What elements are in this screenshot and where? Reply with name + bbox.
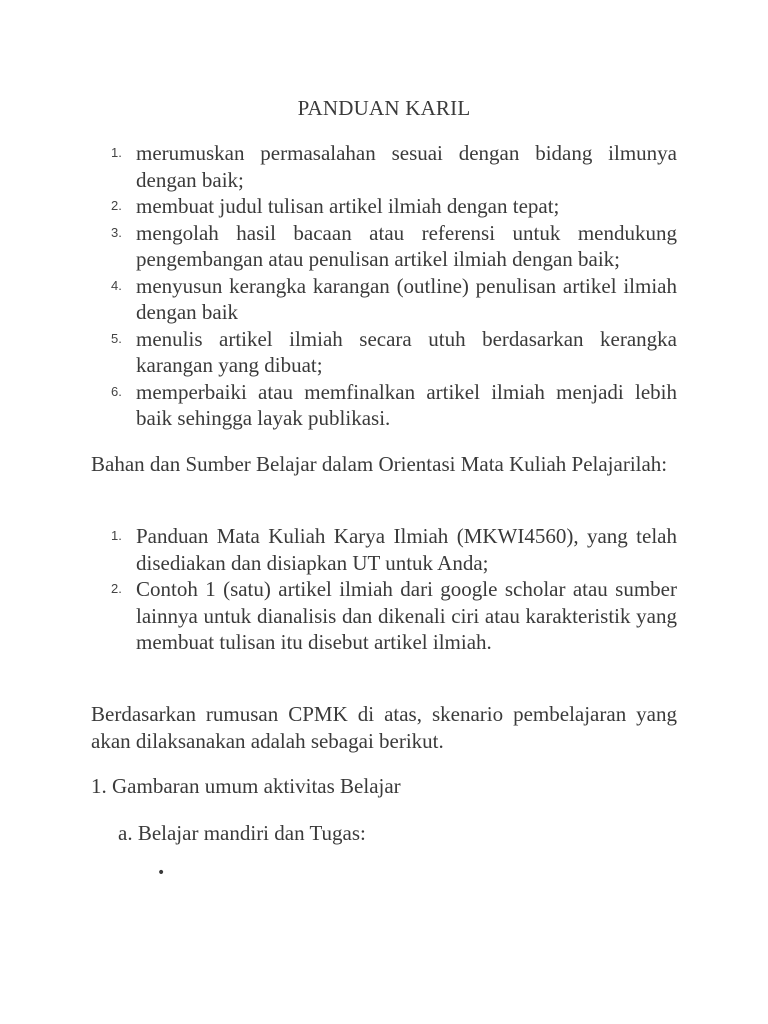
- list-item: [91, 523, 677, 576]
- subsection-heading: a. Belajar mandiri dan Tugas:: [118, 821, 366, 845]
- list-number: 4.: [111, 277, 122, 293]
- list-number: 5.: [111, 330, 122, 346]
- list-item: [91, 379, 677, 432]
- list-number: 2.: [111, 581, 122, 596]
- list-number: 2.: [111, 198, 122, 213]
- list-item: [91, 193, 677, 220]
- list-number: 6.: [111, 383, 122, 399]
- list-item: [91, 326, 677, 379]
- empty-bullet-item: •: [157, 865, 166, 881]
- list-item-text: merumuskan permasalahan sesuai dengan bidang ilmunya dengan baik;: [136, 141, 677, 192]
- section-heading: 1. Gambaran umum aktivitas Belajar: [91, 774, 401, 798]
- list-item: [91, 140, 677, 193]
- list-item: [91, 220, 677, 273]
- learning-outcomes-list: [91, 140, 677, 432]
- list-item-text: membuat judul tulisan artikel ilmiah dengan tepat;: [136, 194, 560, 218]
- list-item-text: mengolah hasil bacaan atau referensi untuk mendukung pengembangan atau penulisan artikel ilmiah dengan baik;: [136, 220, 677, 271]
- list-item: [91, 273, 677, 326]
- scenario-paragraph: Berdasarkan rumusan CPMK di atas, skenario pembelajaran yang akan dilaksanakan adalah sebagai berikut.: [91, 702, 677, 753]
- list-item-text: Panduan Mata Kuliah Karya Ilmiah (MKWI4560), yang telah disediakan dan disiapkan UT untuk Anda;: [136, 524, 677, 575]
- materials-intro-paragraph: Bahan dan Sumber Belajar dalam Orientasi Mata Kuliah Pelajarilah:: [91, 452, 668, 476]
- list-item-text: menulis artikel ilmiah secara utuh berdasarkan kerangka karangan yang dibuat;: [136, 326, 677, 377]
- list-number: 3.: [111, 224, 122, 240]
- page-title: PANDUAN KARIL: [297, 96, 471, 120]
- list-number: 1.: [111, 145, 122, 160]
- list-number: 1.: [111, 528, 122, 543]
- list-item-text: memperbaiki atau memfinalkan artikel ilmiah menjadi lebih baik sehingga layak publikasi.: [136, 379, 677, 430]
- list-item-text: Contoh 1 (satu) artikel ilmiah dari google scholar atau sumber lainnya untuk dianalisis dan dikenali ciri atau karakteristik yang membuat tulisan itu disebut artikel ilmiah.: [136, 577, 677, 654]
- list-item-text: menyusun kerangka karangan (outline) penulisan artikel ilmiah dengan baik: [136, 273, 677, 324]
- list-item: [91, 576, 677, 656]
- materials-list: [91, 523, 677, 656]
